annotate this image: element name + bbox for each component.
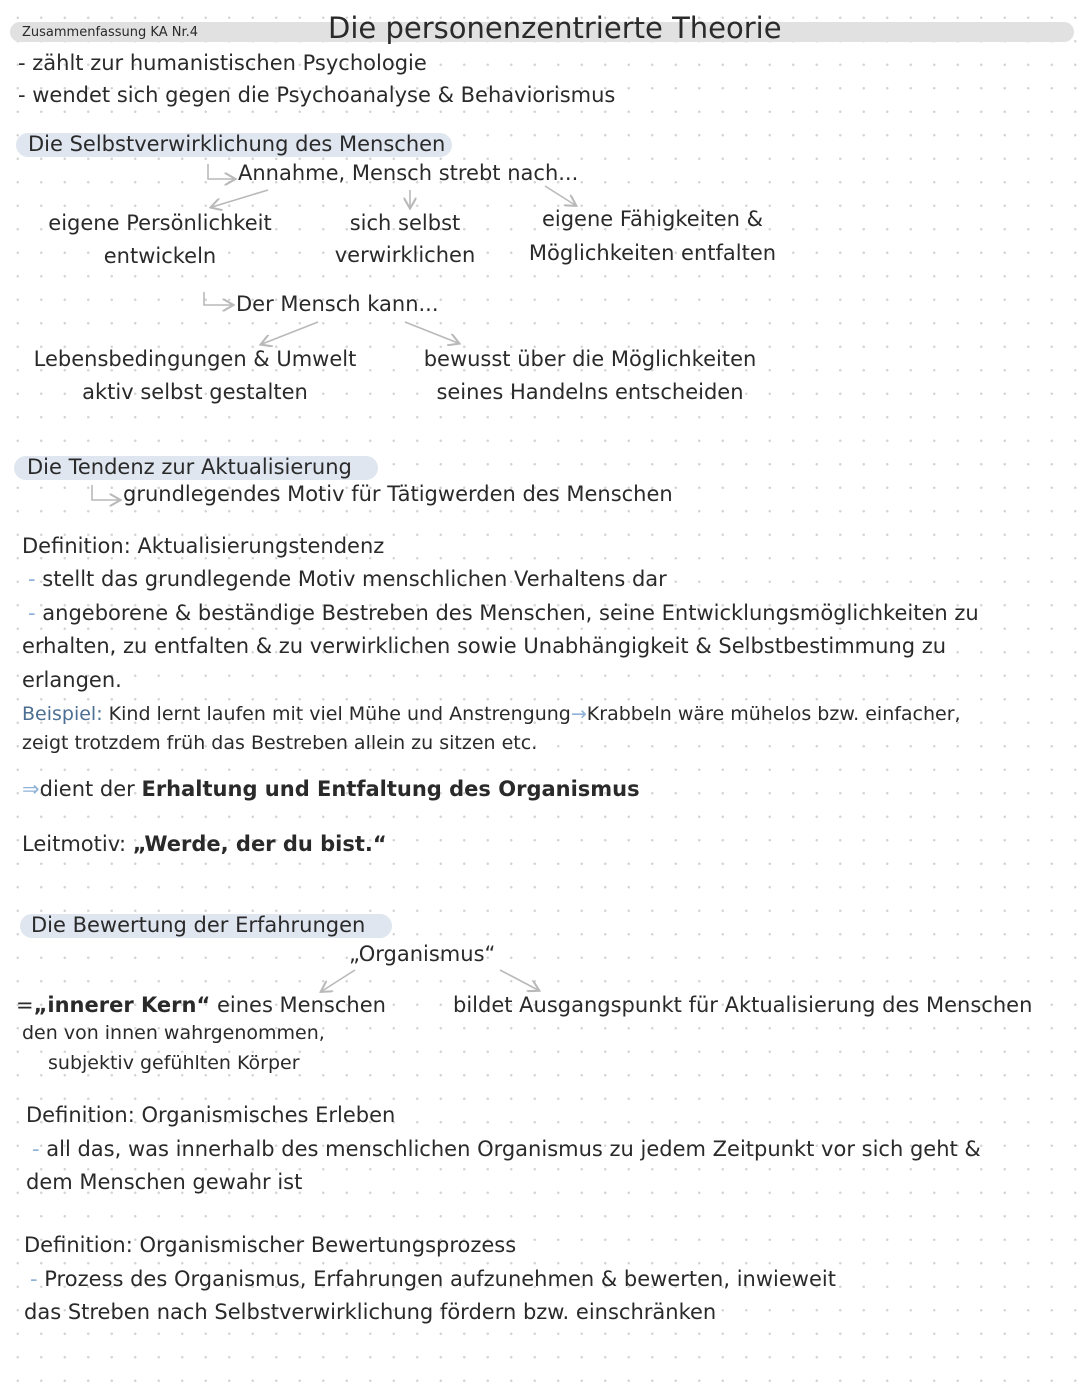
- branch-2-line-2: verwirklichen: [334, 243, 476, 267]
- assumption-text: Annahme, Mensch strebt nach...: [238, 161, 579, 185]
- section-sub-text: grundlegendes Motiv für Tätigwerden des Menschen: [123, 482, 673, 506]
- section-heading-aktualisierung: Die Tendenz zur Aktualisierung: [27, 455, 352, 479]
- branch-arrow-icon: [322, 970, 355, 991]
- section-heading-selbstverwirklichung: Die Selbstverwirklichung des Menschen: [28, 132, 446, 156]
- branch-1-line-2: entwickeln: [103, 244, 217, 268]
- result-bold: Erhaltung und Entfaltung des Organismus: [141, 777, 640, 801]
- definition-line: stellt das grundlegende Motiv menschlichen Verhaltens dar: [42, 567, 667, 591]
- page-title: Die personenzentrierte Theorie: [328, 11, 782, 45]
- definition-line: all das, was innerhalb des menschlichen Organismus zu jedem Zeitpunkt vor sich geht &: [46, 1137, 981, 1161]
- motto-text: „Werde, der du bist.“: [132, 832, 387, 856]
- can-branch-2-line-1: bewusst über die Möglichkeiten: [423, 347, 757, 371]
- branch-3-line-1: eigene Fähigkeiten &: [541, 207, 764, 231]
- example-text: zeigt trotzdem früh das Bestreben allein zu sitzen etc.: [22, 732, 538, 754]
- definition-title-erleben: Definition: Organismisches Erleben: [26, 1103, 396, 1127]
- intro-line-1: - zählt zur humanistischen Psychologie: [18, 51, 427, 75]
- definition-line: erhalten, zu entfalten & zu verwirklichen sowie Unabhängigkeit & Selbstbestimmung zu: [22, 634, 947, 658]
- example-text: Krabbeln wäre mühelos bzw. einfacher,: [586, 703, 961, 725]
- header-label: Zusammenfassung KA Nr.4: [22, 25, 199, 40]
- hook-arrow-icon: [208, 164, 234, 179]
- branch-1-line-1: eigene Persönlichkeit: [48, 211, 272, 235]
- core-sub-line-2: subjektiv gefühlten Körper: [48, 1052, 300, 1074]
- branch-3-line-2: Möglichkeiten entfalten: [528, 241, 777, 265]
- core-bold: „innerer Kern“: [33, 993, 211, 1017]
- can-branch-1-line-2: aktiv selbst gestalten: [82, 380, 308, 404]
- definition-title-aktualisierungstendenz: Definition: Aktualisierungstendenz: [22, 534, 385, 558]
- definition-line: erlangen.: [22, 668, 122, 692]
- core-prefix: =: [16, 993, 34, 1017]
- definition-line: Prozess des Organismus, Erfahrungen aufzunehmen & bewerten, inwieweit: [44, 1267, 836, 1291]
- definition-line: angeborene & beständige Bestreben des Menschen, seine Entwicklungsmöglichkeiten zu: [42, 601, 979, 625]
- intro-line-2: - wendet sich gegen die Psychoanalyse & Behaviorismus: [18, 83, 616, 107]
- core-sub-line-1: den von innen wahrgenommen,: [22, 1022, 325, 1044]
- can-branch-1-line-1: Lebensbedingungen & Umwelt: [33, 347, 357, 371]
- section-heading-bewertung: Die Bewertung der Erfahrungen: [31, 913, 366, 937]
- definition-title-bewertungsprozess: Definition: Organismischer Bewertungsprozess: [24, 1233, 517, 1257]
- motto-label: Leitmotiv:: [22, 832, 127, 856]
- example-text: Kind lernt laufen mit viel Mühe und Anstrengung: [108, 703, 571, 725]
- branch-arrow-icon: [212, 190, 268, 207]
- dash-icon: -: [28, 601, 43, 625]
- arrow-right-icon: →: [570, 703, 587, 725]
- hook-arrow-icon: [92, 485, 119, 500]
- double-arrow-icon: ⇒: [22, 777, 40, 801]
- branch-arrow-icon: [262, 322, 318, 344]
- branch-arrow-icon: [545, 186, 575, 205]
- dash-icon: -: [30, 1267, 45, 1291]
- branch-2-line-1: sich selbst: [349, 211, 461, 235]
- definition-line: dem Menschen gewahr ist: [26, 1170, 303, 1194]
- can-branch-2-line-2: seines Handelns entscheiden: [436, 380, 744, 404]
- example-label: Beispiel:: [22, 703, 103, 725]
- core-rest: eines Menschen: [210, 993, 386, 1017]
- dash-icon: -: [28, 567, 43, 591]
- result-prefix: dient der: [39, 777, 135, 801]
- dash-icon: -: [32, 1137, 47, 1161]
- organism-label: „Organismus“: [349, 942, 496, 966]
- definition-line: das Streben nach Selbstverwirklichung fördern bzw. einschränken: [24, 1300, 717, 1324]
- can-text: Der Mensch kann...: [236, 292, 439, 316]
- branch-arrow-icon: [500, 970, 538, 990]
- hook-arrow-icon: [204, 292, 232, 305]
- basis-text: bildet Ausgangspunkt für Aktualisierung des Menschen: [453, 993, 1033, 1017]
- branch-arrow-icon: [405, 322, 458, 343]
